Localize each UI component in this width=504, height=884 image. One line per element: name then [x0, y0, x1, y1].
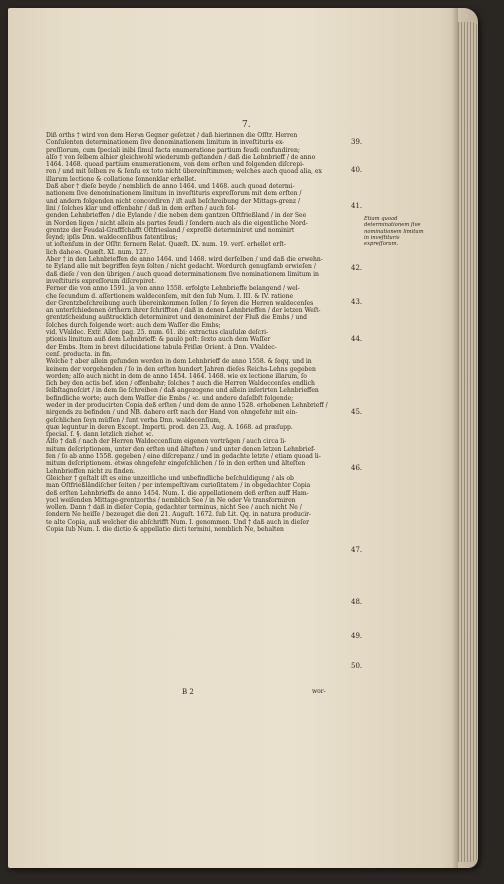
margin-number: 50. [351, 662, 363, 670]
text-line: ſpecial. ſ. §. dann letzlich ziehet ꝛc. [46, 431, 154, 439]
text-line: lich daheꝛo. Quæſt. XI. num. 127. [46, 248, 149, 256]
text-line: Lehnbrieffen nicht zu finden. [46, 467, 136, 475]
text-line: weder in der producirten Copia deß erſten / und dem de anno 1528. erhobenen Lehnbrieff / [46, 401, 328, 409]
page-shadow [452, 8, 458, 868]
text-line: Gleicher † geſtalt iſt es eine unzeitliche und unbefindliche beſchuldigung / als ob [46, 474, 294, 482]
body-text [46, 132, 342, 533]
text-line: befindliche worte; auch dem Waſſer die Embs / ꝛc. und andere daſelbſt folgende; [46, 394, 294, 402]
text-line: te alte Copia, auß welcher die abſchrifft Num. I. genommen. Und † daß auch in dieſer [46, 518, 309, 526]
text-line: Aber † in den Lehnbrieffen de anno 1464. und 1468. wird derſelben / und daß die erwehn- [46, 256, 323, 264]
text-line: grentze der Feudal-Graffſchafft Oſtfriesland / expreſſè determiniret und nominirt [46, 226, 295, 234]
text-line: geſchlichen ſeyn müſſen / ſunt verba Dnn. waldecenſium, [46, 416, 221, 424]
text-line: te Eyland alle mit begriffen ſeyn ſolten / nicht gedacht. Wordurch genugſamb erwieſen / [46, 263, 316, 271]
text-line: ptionis limitum auß dem Lehnbrieff: & paulò poſt: ſexto auch dem Waſſer [46, 336, 271, 344]
text-line: ſelbſtagnoſcirt / in dem ſie ſchreiben / daß angezogene und allein inſerirten Lehnbrieffen [46, 387, 319, 395]
text-line: in Norden ligen / nicht allein als partes feudi / ſondern auch als die eigentliche Nord- [46, 219, 308, 227]
text-line: illarum lectione & collatione ſonnenklar erhellet. [46, 175, 197, 183]
text-line: Copia ſub Num. I. die dictio & appellatio dicti termini, nemblich Ne, behalten [46, 526, 284, 534]
text-line: 1464. 1468. quoad partium enumerationem, von dem erſten und folgenden diſcrepi- [46, 161, 305, 169]
text-line: lini / ſolches klar und offenbahr / daß in dem erſten / auch fol- [46, 204, 236, 212]
text-line: ren / und mit ſelben re & ſenſu ex toto nicht übereinſtimmen; welches auch quoad alia, ex [46, 168, 322, 176]
text-line: an unterſchiedenen örthern ihrer ſchrifften / daß in denen Lehnbrieffen / der letzen Weſt- [46, 307, 321, 315]
text-line: Welche † aber allein gefunden werden in dem Lehnbrieff de anno 1558. & ſeqq. und in [46, 358, 312, 366]
text-line: genden Lehnbrieffen / die Eylande / die neben dem gantzen Oſtfrießland / in der See [46, 212, 307, 220]
page-number: 7. [242, 120, 251, 130]
text-line: ſeynd; ipſis Dnn. waldecenſibus fatentibus; [46, 234, 178, 242]
text-line: Diß orths † wird von dem Herꝛn Gegner geſetzet / daß hierinnen die Oſſtr. Herren [46, 132, 298, 139]
text-line: che ſecundum d. aſſertionem waldecenſem, mit den ſub Num. I. III. & IV. ratione [46, 292, 294, 300]
text-line: man Oſtfrießländiſcher ſeiten / per intempeſtivam curioſitatem / in obgedachter Copia [46, 482, 311, 490]
text-line: keinem der vorgehenden / ſo in den erſten hundert Jahren dieſes Reichs-Lehns gegeben [46, 365, 316, 373]
page-edges [458, 22, 478, 862]
text-line: deß erſten Lehnbrieffs de anno 1454. Num. I. die appellationem deß erſten auff Ham- [46, 489, 309, 497]
text-line: mitum deſcriptionem, unter den erſten und älteſten / und unter denen letzen Lehnbrief- [46, 445, 316, 453]
margin-number: 40. [351, 166, 363, 174]
text-line: nationem ſive denominationem limitum in inveſtituris expreſſorum mit dem erſten / [46, 190, 302, 198]
margin-number: 46. [351, 464, 363, 472]
text-line: alſo † von ſelbem alhier gleichwohl wiederumb geſtanden / daß die Lehnbrieff / de anno [46, 153, 316, 161]
signature-mark: B 2 [182, 688, 194, 696]
margin-number: 42. [351, 264, 363, 272]
text-line: ſondern Ne heiſſe / bezeuget die den 21. Auguſt. 1672. ſub Lit. Qq. in natura producir- [46, 511, 312, 519]
book-page [8, 8, 478, 868]
text-line: und andern folgenden nicht concordiren / iſt auß beſchreibung der Mittags-grenz / [46, 197, 301, 205]
text-line: cenſ. producta. in fin. [46, 350, 112, 358]
text-line: fen / ſo ab anno 1558. gegeben / eine diſcrepanz / und in gedachte letzte / etiam quoad li- [46, 453, 321, 461]
margin-number: 48. [351, 598, 363, 606]
margin-number: 41. [351, 202, 363, 210]
text-line: ſich bey den actis bef. iden / offenbahr; ſolches † auch die Herren Waldeccenſes endlich [46, 380, 315, 388]
text-line: daß dieſe / von den übrigen / auch quoad determinationem ſive nominationem limitum in [46, 270, 319, 278]
margin-note: Etiam quoad determinationem ſive nominationem limitum in inveſtituris expreſſorum. [364, 216, 424, 248]
text-line: Ferner die von anno 1591. ja von anno 1558. erfolgte Lehnbrieffe belangend / wel- [46, 285, 300, 293]
text-line: vid. VValdec. Extr. Allor. pag. 25. num. 61. ibi: extractus clauſulæ deſcri- [46, 329, 269, 337]
text-line: yocl weiſenden Mittage-grentzorths / nemblich See / in Ne oder Ve transformiren [46, 496, 296, 504]
text-line: mitum deſcriptionem. etwas ohngefehr eingeſchlichen / ſo in den erſten und älteſten [46, 460, 306, 468]
text-line: wollen. Dann † daß in dieſer Copia, gedachter terminus, nicht See / auch nicht Ne / [46, 504, 302, 512]
margin-number: 45. [351, 408, 363, 416]
text-line: preſſiorum, cum ſpeciali inibi ſimul facta enumeratione partium feudi confundiren; [46, 146, 300, 154]
text-line: Conſulenten determinationem ſive denominationem limitum in inveſtituris ex- [46, 139, 285, 147]
text-line: grentzſcheidung außtrucklich determiniret und denominiret der Fluß die Embs / und [46, 314, 307, 322]
margin-number: 39. [351, 138, 363, 146]
text-line: ſolches durch folgende wort: auch dem Waſſer die Embs; [46, 321, 221, 329]
text-line: inveſtituris expreſſorum diſcrepiret. [46, 277, 157, 285]
text-line: der Embs. Item in brevi dilucidatione tabula Friſiæ Orient. à Dnn. VValdec- [46, 343, 277, 351]
text-line: nirgends zu befinden / und NB. dahero erſt nach der Hand von ohngefehr mit ein- [46, 409, 298, 417]
text-line: Daß aber † dieſe beyde / nemblich de anno 1464. und 1468. auch quoad determi- [46, 183, 295, 191]
margin-number: 49. [351, 632, 363, 640]
text-line: ut ioſtenſum in der Oſſtr. fernern Relat. Quæſt. IX. num. 19. verſ. erhellet erſt- [46, 241, 286, 249]
text-line: quæ leguntur in deren Except. Imperti. prod. den 23. Aug. A. 1668. ad præſupp. [46, 423, 293, 431]
margin-number: 44. [351, 335, 363, 343]
text-line: worden; alſo auch nicht in dem de anno 1454. 1464. 1468. wie ex lectione illarum, ſo [46, 372, 307, 380]
catchword: wor- [312, 688, 326, 695]
text-line: der Grentzbeſchreibung auch übereinkommen ſollen / ſo ſeyen die Herren waldecenſes [46, 299, 314, 307]
margin-number: 43. [351, 298, 363, 306]
text-line: Alſo † daß / nach der Herren Waldeccenſium eigenen vorträgen / auch circa li- [46, 438, 287, 446]
margin-number: 47. [351, 546, 363, 554]
